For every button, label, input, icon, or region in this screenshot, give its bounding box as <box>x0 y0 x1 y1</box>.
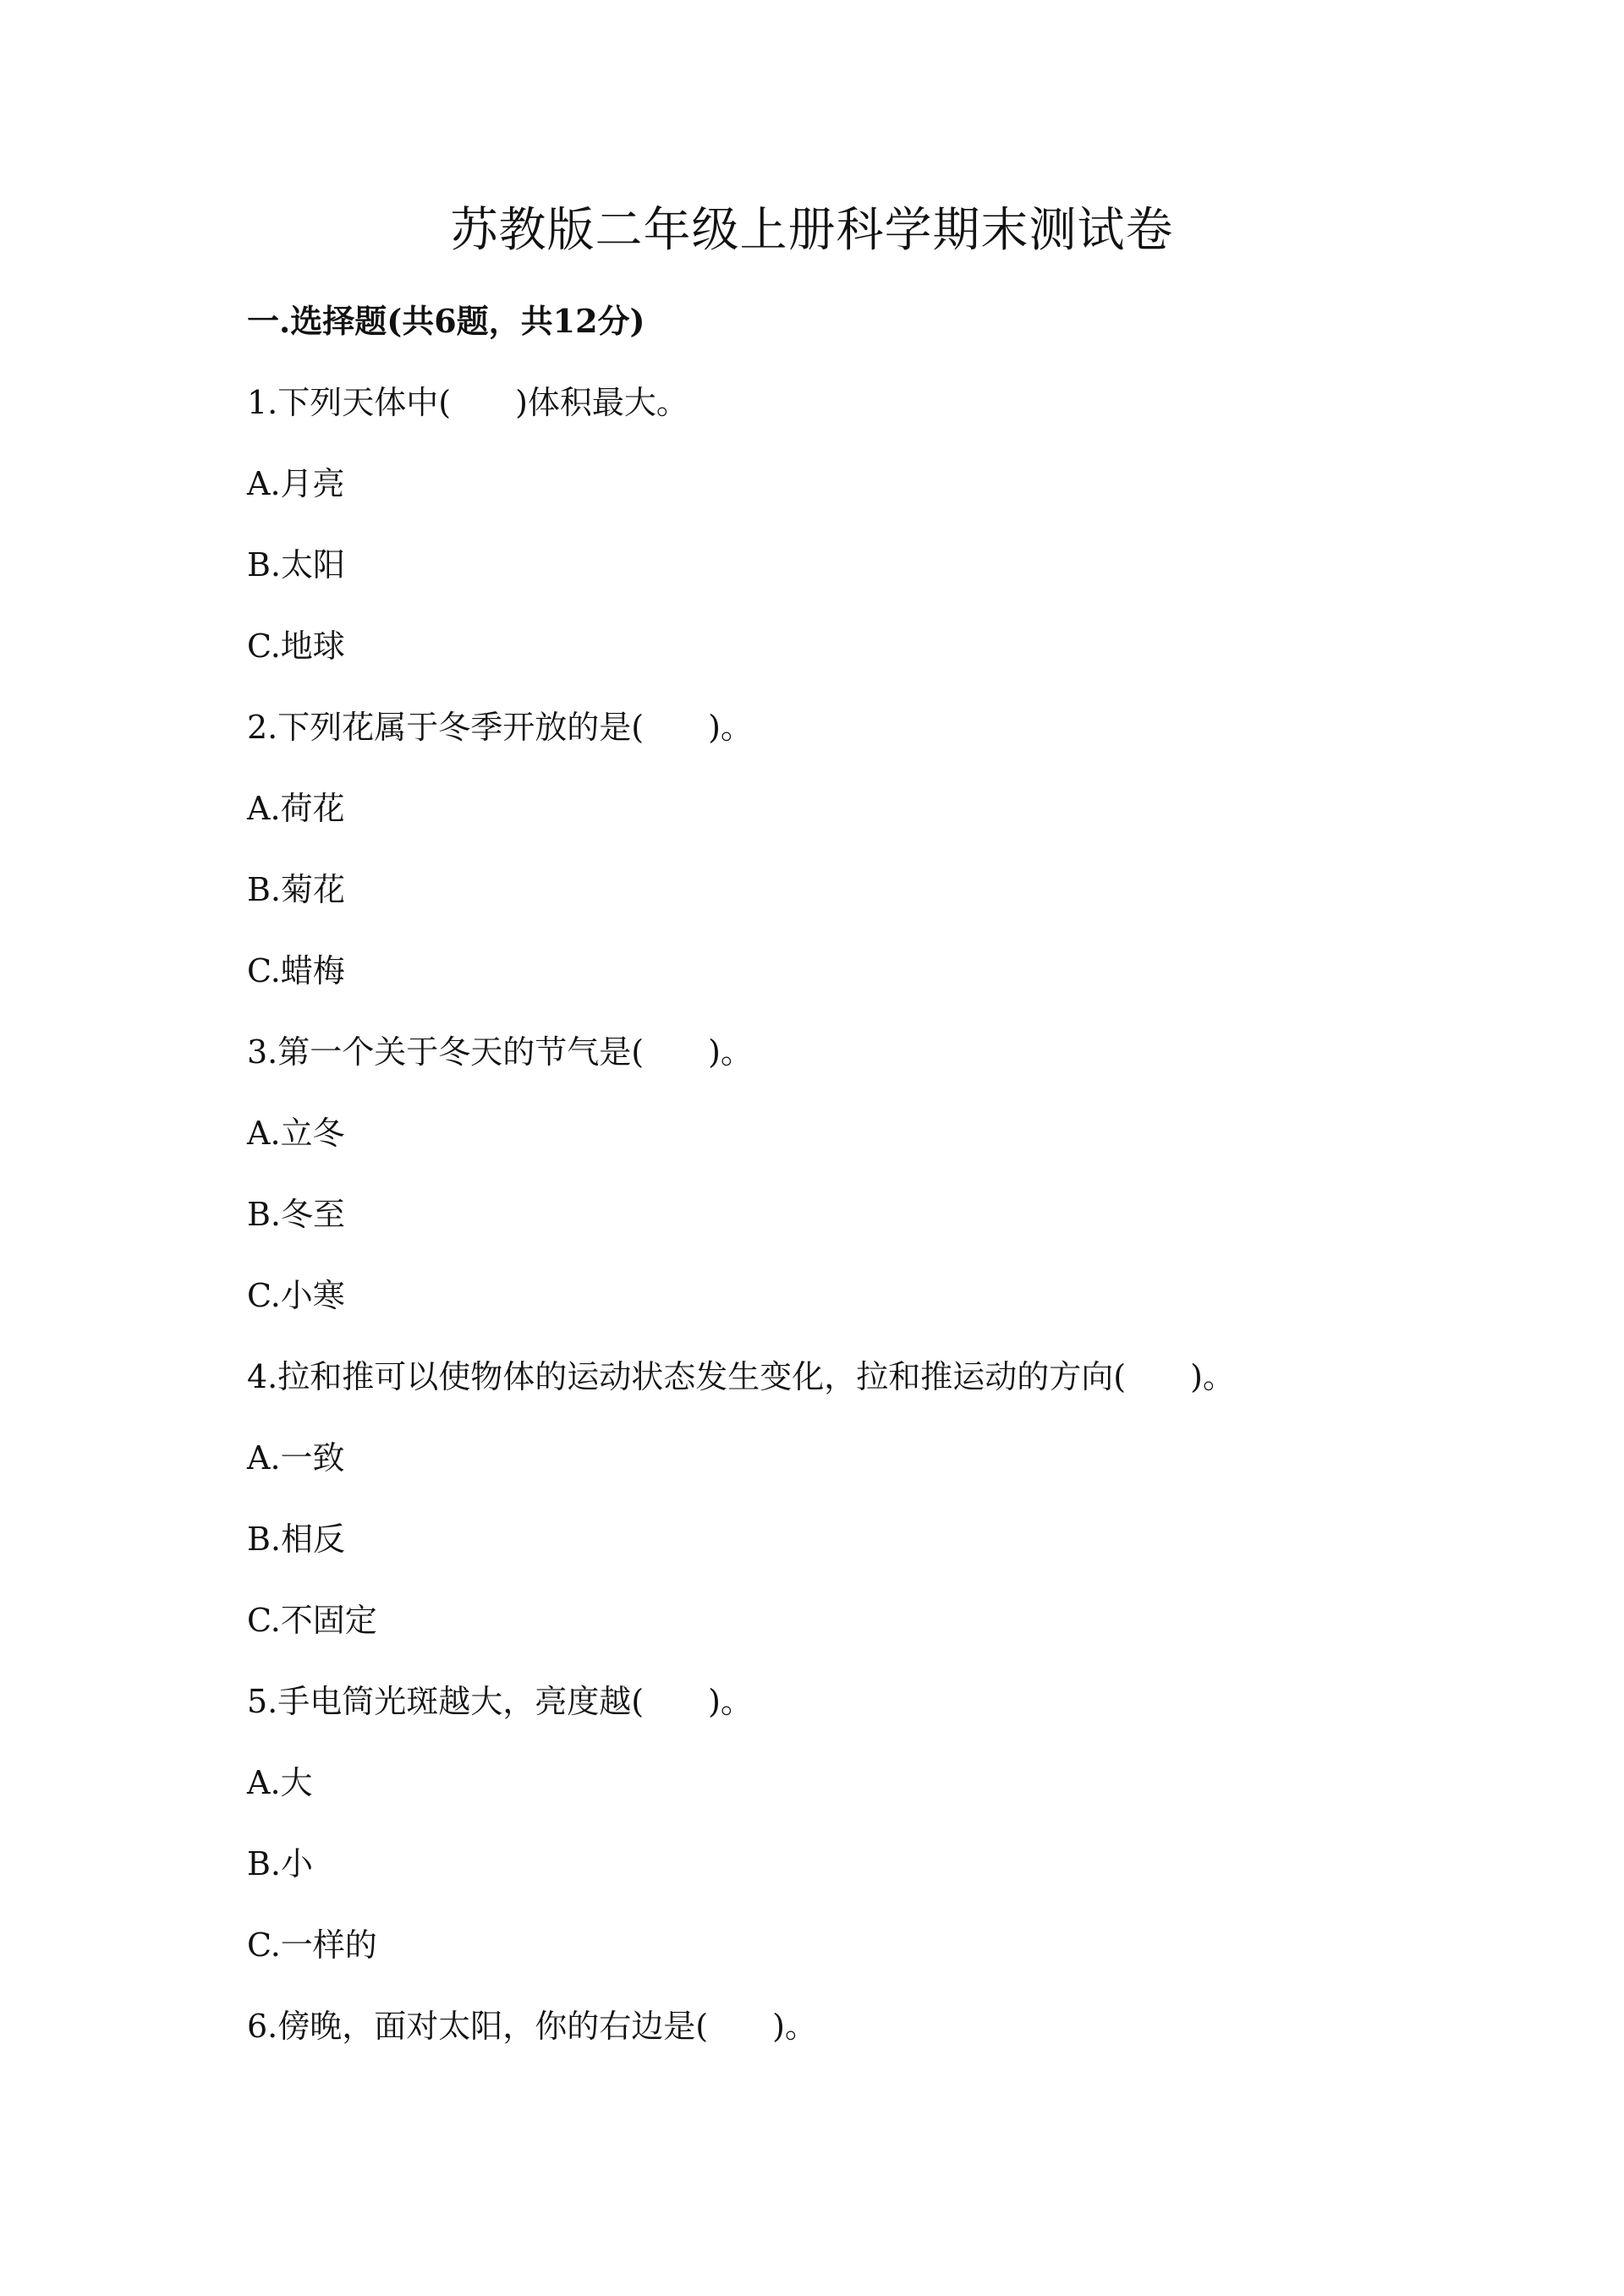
question-2-option-b: B.菊花 <box>247 871 346 908</box>
question-4-option-c: C.不固定 <box>247 1602 377 1639</box>
question-3-option-b: B.冬至 <box>247 1196 346 1233</box>
question-3-stem: 3.第一个关于冬天的节气是( )。 <box>247 1033 753 1071</box>
question-3-option-a: A.立冬 <box>247 1115 345 1152</box>
question-1-option-a: A.月亮 <box>247 465 345 502</box>
question-3-option-c: C.小寒 <box>247 1277 345 1314</box>
question-6-stem: 6.傍晚，面对太阳，你的右边是( )。 <box>247 2008 817 2045</box>
question-1-option-b: B.太阳 <box>247 546 346 584</box>
section-heading: 一.选择题(共6题，共12分) <box>247 302 645 340</box>
question-1-option-c: C.地球 <box>247 627 345 665</box>
question-4-option-a: A.一致 <box>247 1439 345 1477</box>
question-5-option-c: C.一样的 <box>247 1926 377 1964</box>
question-2-option-c: C.蜡梅 <box>247 952 345 989</box>
question-2-stem: 2.下列花属于冬季开放的是( )。 <box>247 709 753 746</box>
page-title: 苏教版二年级上册科学期末测试卷 <box>450 203 1174 258</box>
question-1-stem: 1.下列天体中( )体积最大。 <box>247 384 689 421</box>
question-5-option-b: B.小 <box>247 1845 314 1882</box>
question-5-option-a: A.大 <box>247 1764 313 1801</box>
question-4-stem: 4.拉和推可以使物体的运动状态发生变化，拉和推运动的方向( )。 <box>247 1358 1235 1395</box>
question-2-option-a: A.荷花 <box>247 790 345 827</box>
question-5-stem: 5.手电筒光斑越大，亮度越( )。 <box>247 1683 753 1720</box>
question-4-option-b: B.相反 <box>247 1521 346 1558</box>
